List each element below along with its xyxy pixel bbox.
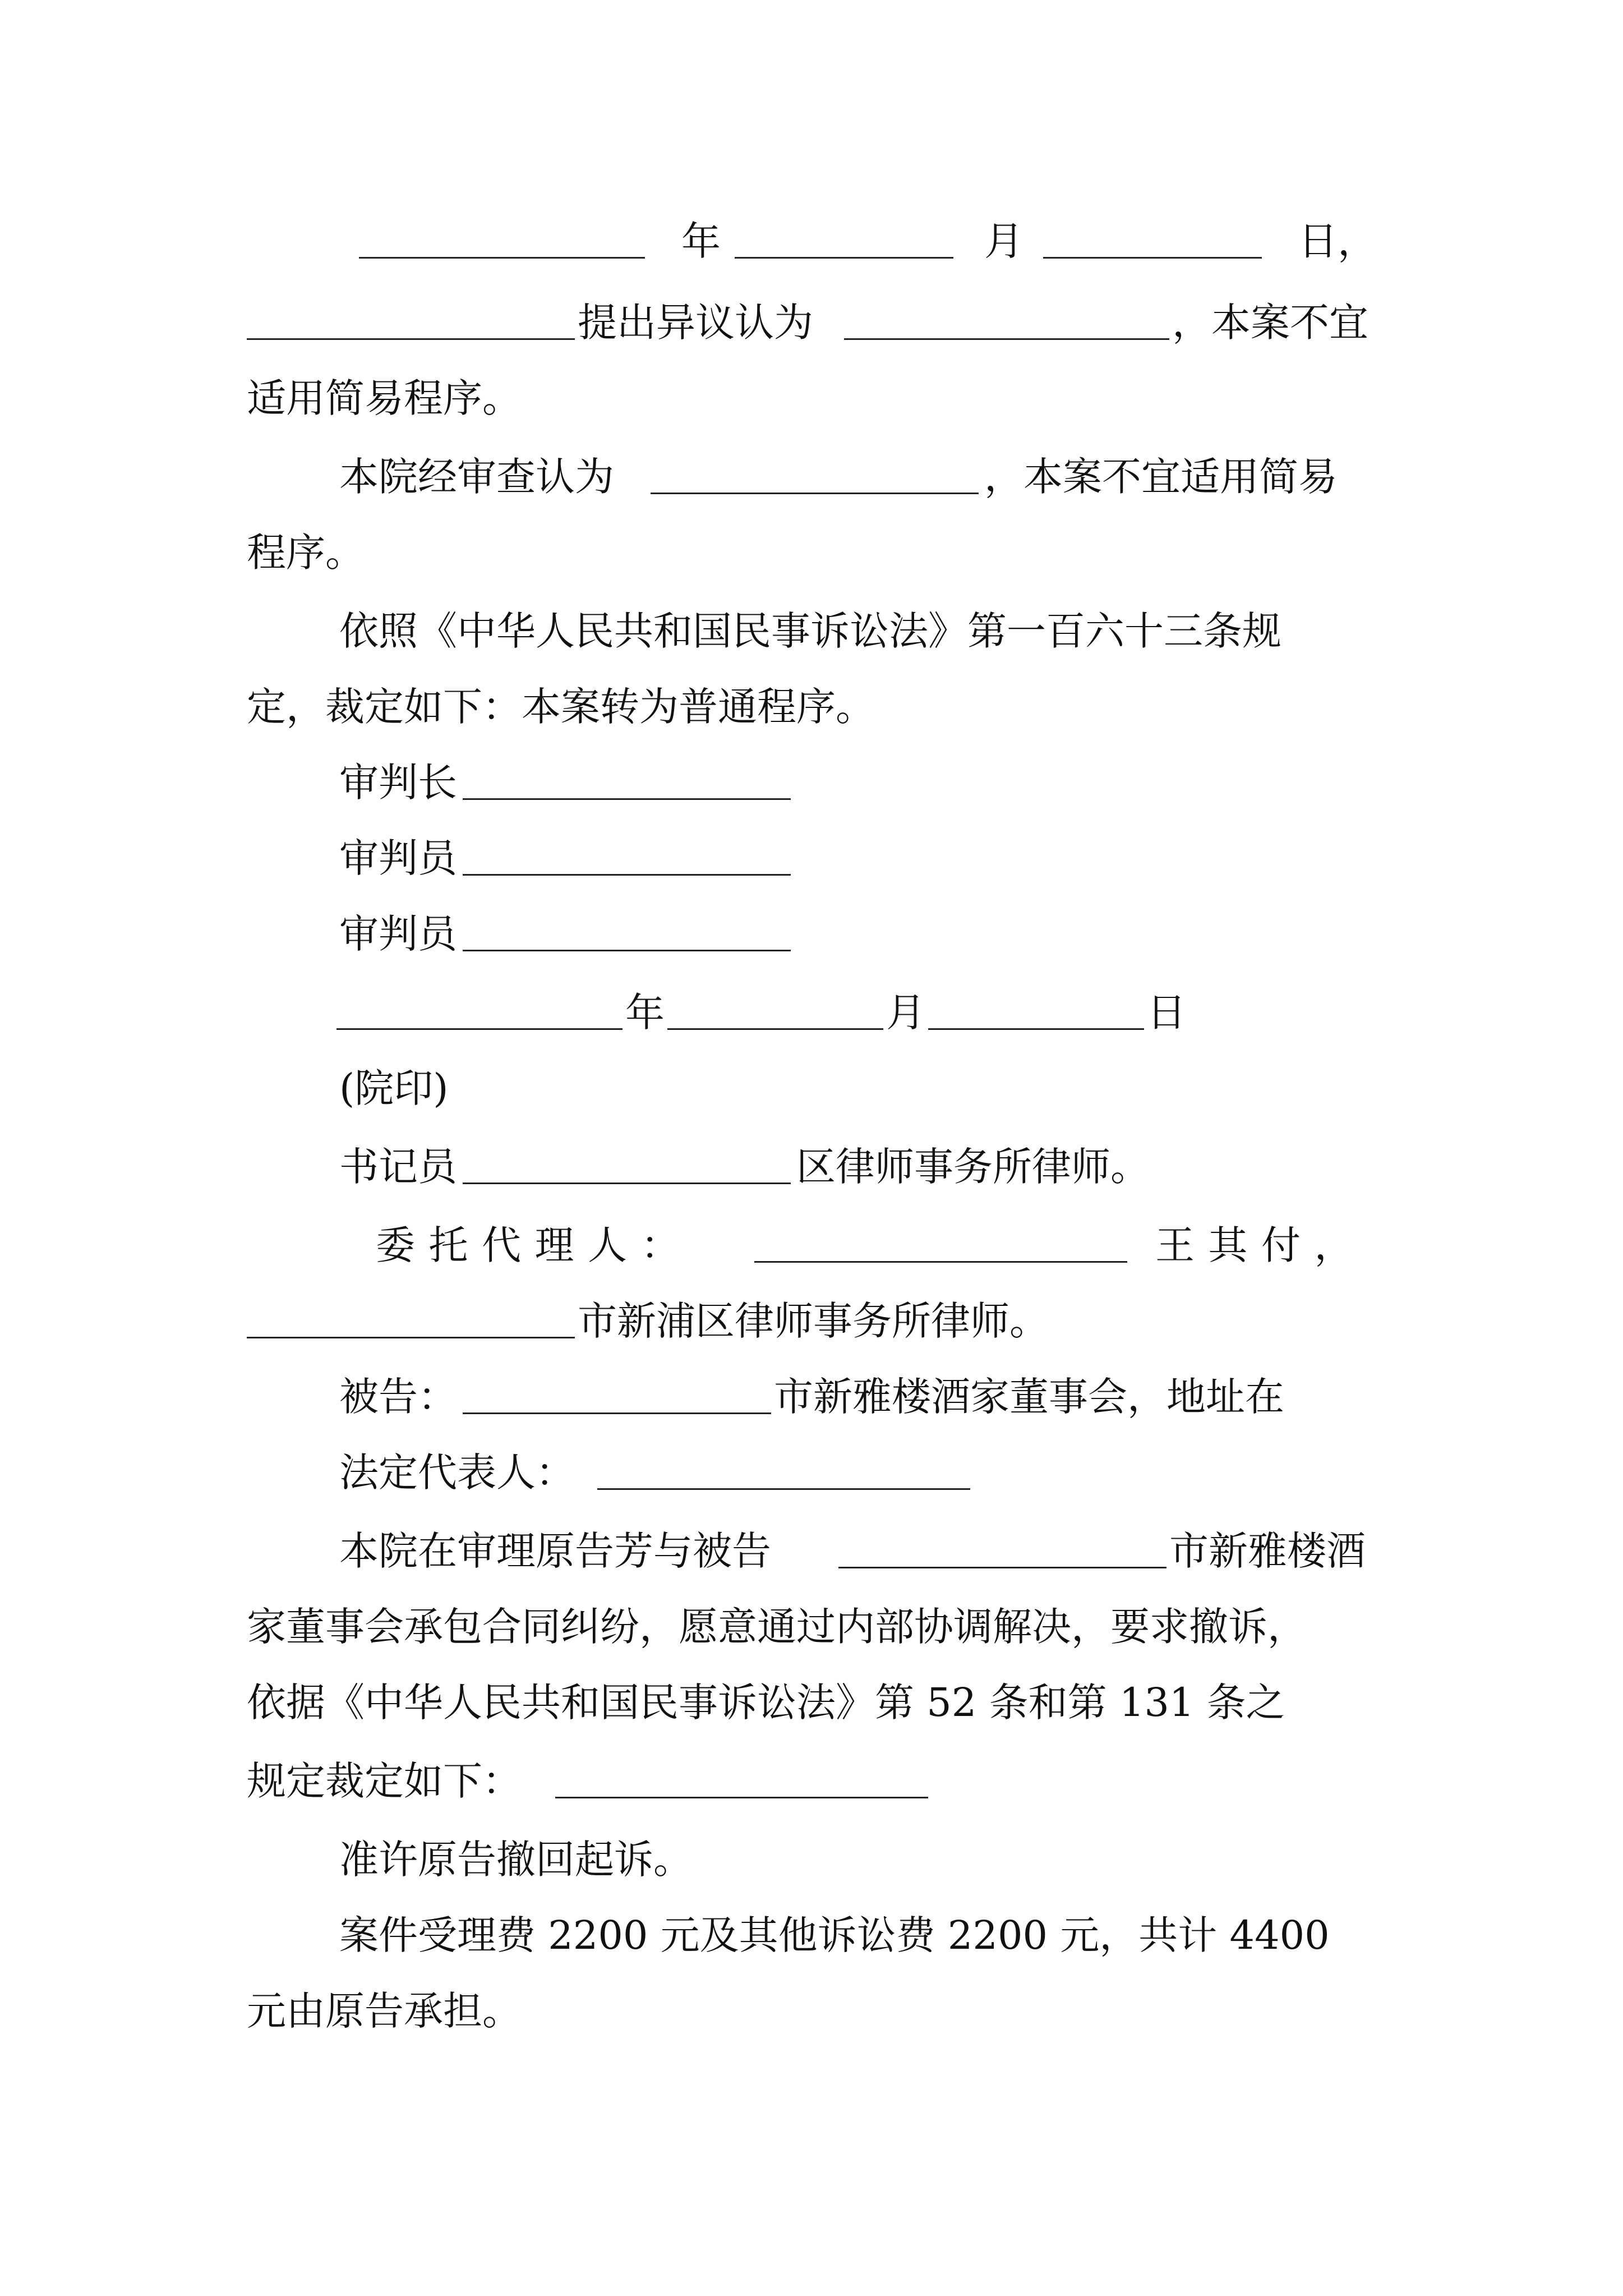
clerk-line [0, 1139, 1623, 1195]
agent-name: 王其付， [1155, 1222, 1367, 1268]
representative-label: 法定代表人： [339, 1450, 575, 1496]
ruling-blank[interactable] [555, 1753, 928, 1798]
representative-blank[interactable] [597, 1444, 970, 1490]
year-blank[interactable] [359, 213, 645, 259]
ruling-year-blank[interactable] [336, 984, 623, 1030]
year-label: 年 [681, 218, 721, 264]
objection-line-2 [0, 370, 1623, 426]
judge-blank-1[interactable] [463, 830, 791, 876]
clerk-label: 书记员 [339, 1144, 457, 1190]
trial-text-a: 本院在审理原告芳与被告 [339, 1528, 771, 1574]
review-tail: 程序。 [247, 530, 365, 576]
seal-line [0, 1060, 1623, 1116]
day-blank[interactable] [1043, 213, 1262, 259]
fee-line-2 [0, 1983, 1623, 2039]
trial-text-d: 依据《中华人民共和国民事诉讼法》第 52 条和第 131 条之 [247, 1680, 1285, 1726]
ruling-day-blank[interactable] [928, 984, 1144, 1030]
objector-blank[interactable] [247, 295, 575, 340]
review-line [0, 449, 1623, 505]
trial-line-1 [0, 1523, 1623, 1579]
objection-line [0, 295, 1623, 351]
basis-line [0, 603, 1623, 659]
ruling-year-label: 年 [625, 990, 665, 1036]
chief-judge-line [0, 754, 1623, 811]
defendant-text: 市新雅楼酒家董事会，地址在 [774, 1374, 1284, 1420]
ruling-day-label: 日 [1147, 990, 1186, 1036]
review-conclusion: ，本案不宜适用简易 [984, 454, 1338, 500]
agent-blank[interactable] [754, 1217, 1127, 1263]
trial-text-b: 市新雅楼酒 [1169, 1528, 1366, 1574]
judge-line-1 [0, 830, 1623, 886]
objection-reason-blank[interactable] [844, 295, 1169, 340]
ruling-text: 定，裁定如下：本案转为普通程序。 [247, 684, 875, 730]
trial-city-blank[interactable] [838, 1523, 1166, 1568]
defendant-line [0, 1369, 1623, 1425]
agent-line [0, 1217, 1623, 1273]
trial-text-e: 规定裁定如下： [247, 1758, 522, 1804]
month-label: 月 [984, 218, 1023, 264]
judge-blank-2[interactable] [463, 906, 791, 951]
trial-line-3 [0, 1674, 1623, 1731]
fee-text-a: 案件受理费 2200 元及其他诉讼费 2200 元，共计 4400 [339, 1912, 1330, 1958]
trial-line-4 [0, 1753, 1623, 1809]
representative-line [0, 1444, 1623, 1501]
fee-line-1 [0, 1907, 1623, 1963]
agent-city-blank[interactable] [247, 1293, 575, 1338]
agent-label: 委托代理人： [376, 1222, 694, 1268]
objection-conclusion: ，本案不宜 [1172, 300, 1368, 346]
date-line [0, 213, 1623, 269]
ruling-month-label: 月 [886, 990, 925, 1036]
defendant-label: 被告： [339, 1374, 457, 1420]
day-label: 日， [1298, 218, 1377, 264]
chief-judge-blank[interactable] [463, 754, 791, 800]
objection-tail: 适用简易程序。 [247, 375, 522, 421]
clerk-firm-text: 区律师事务所律师。 [796, 1144, 1150, 1190]
allow-line [0, 1832, 1623, 1888]
allow-text: 准许原告撤回起诉。 [339, 1837, 693, 1883]
chief-judge-label: 审判长 [339, 760, 457, 806]
judge-line-2 [0, 906, 1623, 962]
clerk-blank[interactable] [463, 1139, 791, 1184]
judge-label-2: 审判员 [339, 911, 457, 957]
ruling-month-blank[interactable] [667, 984, 883, 1030]
trial-line-2 [0, 1599, 1623, 1655]
review-text: 本院经审查认为 [339, 454, 614, 500]
defendant-city-blank[interactable] [463, 1369, 771, 1414]
month-blank[interactable] [735, 213, 953, 259]
trial-text-c: 家董事会承包合同纠纷，愿意通过内部协调解决，要求撤诉， [247, 1604, 1307, 1650]
review-reason-blank[interactable] [651, 449, 979, 494]
agent-firm-text: 市新浦区律师事务所律师。 [578, 1298, 1049, 1344]
basis-text: 依照《中华人民共和国民事诉讼法》第一百六十三条规 [339, 608, 1281, 654]
fee-text-b: 元由原告承担。 [247, 1988, 522, 2034]
agent-line-2 [0, 1293, 1623, 1349]
judge-label-1: 审判员 [339, 835, 457, 881]
review-line-2 [0, 524, 1623, 581]
basis-line-2 [0, 679, 1623, 735]
objection-text: 提出异议认为 [578, 300, 813, 346]
court-seal-text: (院印) [339, 1065, 449, 1111]
ruling-date-line [0, 984, 1623, 1041]
